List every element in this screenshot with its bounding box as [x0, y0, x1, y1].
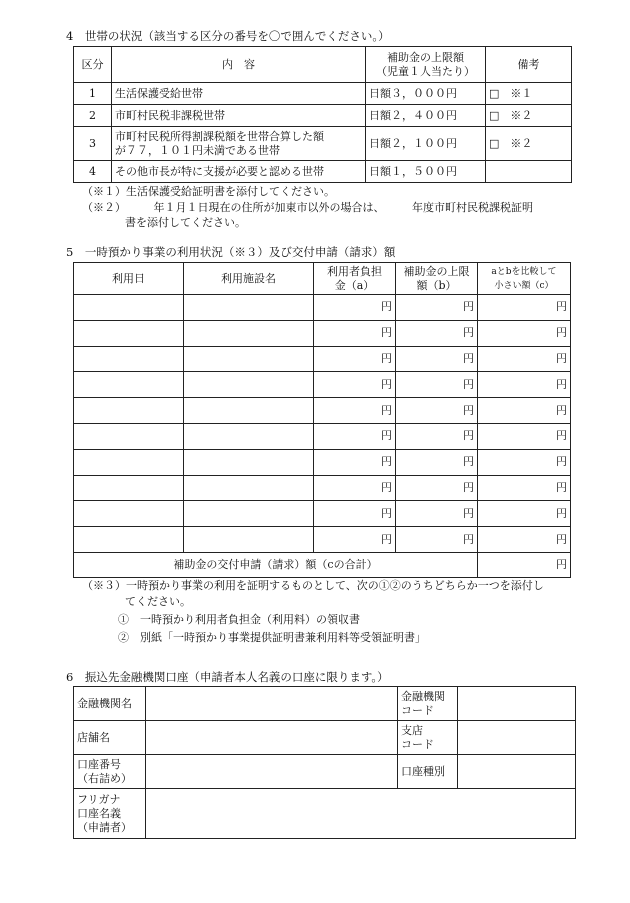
- facility-cell[interactable]: [184, 423, 314, 449]
- section6-title: 6 振込先金融機関口座（申請者本人名義の口座に限ります。）: [66, 670, 389, 684]
- burden-cell[interactable]: 円: [314, 423, 396, 449]
- bank-code-label: 金融機関 コード: [398, 687, 458, 721]
- bank-name-label: 金融機関名: [74, 687, 146, 721]
- limit-cell[interactable]: 円: [396, 295, 478, 321]
- table-row: 3 市町村民税所得割課税額を世帯合算した額 が７７，１０１円未満である世帯 日額２，１００円 □ ※２: [74, 127, 572, 161]
- header-date: 利用日: [74, 263, 184, 295]
- note-3-item2: ② 別紙「一時預かり事業提供証明書兼利用料等受領証明書」: [118, 631, 426, 644]
- table-row: [74, 398, 571, 424]
- date-cell[interactable]: [74, 423, 184, 449]
- facility-cell[interactable]: [184, 398, 314, 424]
- table-row: [74, 449, 571, 475]
- table-row: [74, 501, 571, 527]
- limit-cell[interactable]: 円: [396, 449, 478, 475]
- header-limit: 補助金の上限額 （児童１人当たり）: [366, 47, 486, 83]
- header-kubun: 区分: [74, 47, 112, 83]
- branch-code-field[interactable]: [458, 721, 576, 755]
- note-3: （※３）一時預かり事業の利用を証明するものとして、次の①②のうちどちらか一つを添付し: [82, 579, 544, 592]
- limit-cell[interactable]: 円: [396, 423, 478, 449]
- date-cell[interactable]: [74, 346, 184, 372]
- note-1: （※１）生活保護受給証明書を添付してください。: [82, 185, 335, 198]
- limit-cell[interactable]: 円: [396, 346, 478, 372]
- note-2-cont: 書を添付してください。: [125, 216, 246, 229]
- table-row: [74, 527, 571, 553]
- table-row: [74, 295, 571, 321]
- min-cell[interactable]: 円: [478, 449, 571, 475]
- burden-cell[interactable]: 円: [314, 475, 396, 501]
- total-yen[interactable]: 円: [478, 552, 571, 577]
- table-row: [74, 346, 571, 372]
- facility-cell[interactable]: [184, 527, 314, 553]
- min-cell[interactable]: 円: [478, 475, 571, 501]
- account-type-label: 口座種別: [398, 755, 458, 789]
- burden-cell[interactable]: 円: [314, 527, 396, 553]
- header-biko: 備考: [486, 47, 572, 83]
- household-status-table: [73, 46, 572, 183]
- limit-cell[interactable]: 円: [396, 372, 478, 398]
- header-burden: 利用者負担 金（a）: [314, 263, 396, 295]
- table-row: [74, 372, 571, 398]
- header-naiyo: 内 容: [112, 47, 366, 83]
- limit-cell[interactable]: 円: [396, 398, 478, 424]
- checkbox-note[interactable]: □ ※２: [486, 105, 572, 127]
- facility-cell[interactable]: [184, 501, 314, 527]
- checkbox-note[interactable]: □ ※１: [486, 83, 572, 105]
- date-cell[interactable]: [74, 372, 184, 398]
- min-cell[interactable]: 円: [478, 423, 571, 449]
- limit-cell[interactable]: 円: [396, 501, 478, 527]
- header-limit: 補助金の上限 額（b）: [396, 263, 478, 295]
- table-row: 2 市町村民税非課税世帯 日額２，４００円 □ ※２: [74, 105, 572, 127]
- min-cell[interactable]: 円: [478, 372, 571, 398]
- date-cell[interactable]: [74, 398, 184, 424]
- burden-cell[interactable]: 円: [314, 398, 396, 424]
- facility-cell[interactable]: [184, 449, 314, 475]
- total-label: 補助金の交付申請（請求）額（cの合計）: [74, 552, 478, 577]
- table-row: [74, 423, 571, 449]
- burden-cell[interactable]: 円: [314, 501, 396, 527]
- account-type-field[interactable]: [458, 755, 576, 789]
- note-3-item1: ① 一時預かり利用者負担金（利用料）の領収書: [118, 613, 360, 626]
- limit-cell[interactable]: 円: [396, 475, 478, 501]
- bank-account-table: [73, 686, 576, 839]
- note-3-cont: てください。: [125, 595, 191, 608]
- usage-table: [73, 262, 571, 578]
- facility-cell[interactable]: [184, 475, 314, 501]
- date-cell[interactable]: [74, 475, 184, 501]
- min-cell[interactable]: 円: [478, 295, 571, 321]
- min-cell[interactable]: 円: [478, 527, 571, 553]
- burden-cell[interactable]: 円: [314, 449, 396, 475]
- min-cell[interactable]: 円: [478, 398, 571, 424]
- bank-name-field[interactable]: [146, 687, 398, 721]
- account-holder-label: フリガナ 口座名義 （申請者）: [74, 789, 146, 839]
- total-row: [74, 552, 571, 577]
- account-number-field[interactable]: [146, 755, 398, 789]
- table-row: 4 その他市長が特に支援が必要と認める世帯 日額１，５００円: [74, 161, 572, 183]
- date-cell[interactable]: [74, 501, 184, 527]
- min-cell[interactable]: 円: [478, 320, 571, 346]
- section5-title: 5 一時預かり事業の利用状況（※３）及び交付申請（請求）額: [66, 245, 396, 259]
- account-number-label: 口座番号 （右詰め）: [74, 755, 146, 789]
- min-cell[interactable]: 円: [478, 346, 571, 372]
- burden-cell[interactable]: 円: [314, 372, 396, 398]
- section4-title: 4 世帯の状況（該当する区分の番号を〇で囲んでください。）: [66, 29, 390, 43]
- branch-code-label: 支店 コード: [398, 721, 458, 755]
- header-facility: 利用施設名: [184, 263, 314, 295]
- facility-cell[interactable]: [184, 295, 314, 321]
- header-min: aとbを比較して 小さい額（c）: [478, 263, 571, 295]
- table-row: [74, 320, 571, 346]
- facility-cell[interactable]: [184, 320, 314, 346]
- account-holder-field[interactable]: [146, 789, 576, 839]
- table-row: [74, 475, 571, 501]
- burden-cell[interactable]: 円: [314, 320, 396, 346]
- facility-cell[interactable]: [184, 372, 314, 398]
- burden-cell[interactable]: 円: [314, 346, 396, 372]
- branch-name-label: 店舗名: [74, 721, 146, 755]
- min-cell[interactable]: 円: [478, 501, 571, 527]
- limit-cell[interactable]: 円: [396, 320, 478, 346]
- date-cell[interactable]: [74, 449, 184, 475]
- facility-cell[interactable]: [184, 346, 314, 372]
- burden-cell[interactable]: 円: [314, 295, 396, 321]
- date-cell[interactable]: [74, 527, 184, 553]
- limit-cell[interactable]: 円: [396, 527, 478, 553]
- date-cell[interactable]: [74, 295, 184, 321]
- checkbox-note[interactable]: □ ※２: [486, 127, 572, 161]
- date-cell[interactable]: [74, 320, 184, 346]
- branch-name-field[interactable]: [146, 721, 398, 755]
- note-2: （※２） 年１月１日現在の住所が加東市以外の場合は、 年度市町村民税課税証明: [82, 201, 533, 214]
- table-row: 1 生活保護受給世帯 日額３，０００円 □ ※１: [74, 83, 572, 105]
- bank-code-field[interactable]: [458, 687, 576, 721]
